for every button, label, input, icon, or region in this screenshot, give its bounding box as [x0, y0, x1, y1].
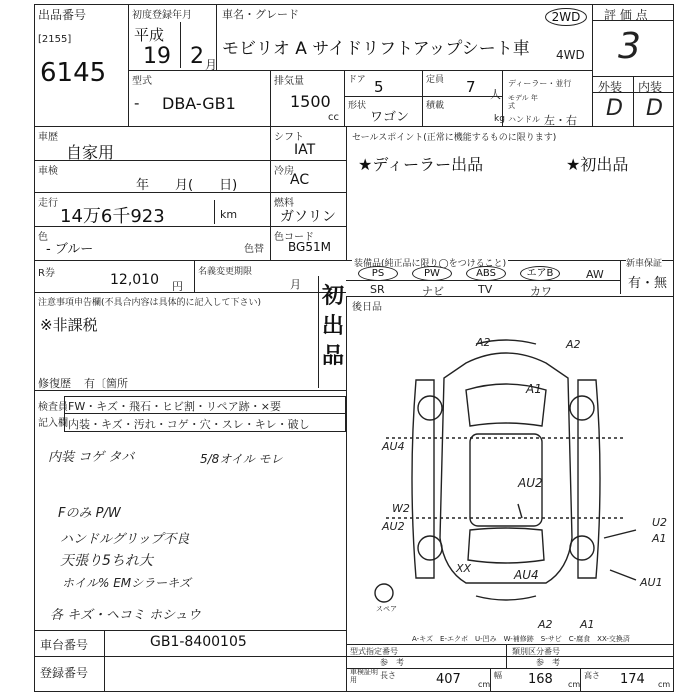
equip-abs: ABS — [466, 266, 506, 281]
new-warranty-label: 新車保証 — [626, 256, 662, 269]
divider — [580, 668, 581, 692]
mark-au4-rear: AU4 — [514, 568, 539, 582]
era: 平成 — [134, 26, 165, 44]
mileage-label: 走行 — [38, 198, 58, 209]
model-label: 車名・グレード — [222, 8, 299, 21]
drive-2wd: 2WD — [545, 8, 587, 26]
equip-pw: PW — [412, 266, 452, 281]
color-value: - ブルー — [46, 242, 94, 257]
divider — [128, 4, 129, 126]
load-label: 積載 — [426, 101, 445, 111]
sales-label: セールスポイント(正常に機能するものに限ります) — [352, 133, 557, 143]
car-damage-diagram — [346, 308, 674, 628]
equip-leather: カワ — [530, 285, 552, 298]
warranty-value: 有・無 — [628, 276, 668, 291]
hand-note-5: 天張り5ちれ大 — [60, 553, 153, 569]
exterior-label: 外装 — [598, 80, 623, 94]
hand-note-2: 5/8オイル モレ — [200, 452, 283, 466]
kg-unit: kg — [494, 114, 505, 124]
color-code-value: BG51M — [288, 240, 331, 254]
divider — [104, 630, 105, 692]
inspector-label-2: 記入欄 — [38, 418, 68, 429]
model-name: モビリオ A サイドリフトアップシート車 — [222, 39, 530, 59]
mark-a2-rear: A2 — [538, 618, 553, 631]
divider — [34, 126, 674, 127]
mark-au4-left: AU4 — [382, 440, 405, 453]
notes-value: ※非課税 — [40, 316, 98, 334]
equip-tv: TV — [478, 283, 493, 296]
mark-a1-hood: A1 — [526, 382, 542, 396]
drive-4wd: 4WD — [556, 48, 585, 62]
doors-label: ドア — [348, 75, 366, 85]
inspector-row-1: FW・キズ・飛石・ヒビ割・リペア跡・×要 — [68, 400, 281, 413]
fuel-label: 燃料 — [274, 198, 294, 209]
fuel-value: ガソリン — [280, 209, 336, 225]
divider — [346, 296, 674, 297]
divider — [318, 276, 319, 388]
mileage-value: 14万6千923 — [60, 206, 165, 227]
divider — [490, 668, 491, 692]
divider — [633, 76, 634, 126]
recycle-label: R券 — [38, 268, 55, 279]
length-label: 長さ — [380, 671, 396, 680]
divider — [270, 70, 271, 126]
divider — [346, 126, 347, 260]
divider — [34, 226, 270, 227]
hand-note-4: ハンドルグリップ不良 — [60, 532, 190, 547]
yen-unit: 円 — [172, 280, 183, 293]
usage-label: 車歴 — [38, 132, 58, 143]
mark-au2-left: AU2 — [382, 520, 405, 533]
type-prefix: - — [134, 94, 140, 112]
divider — [34, 390, 346, 391]
inspection-value: 年 月( 日) — [136, 178, 238, 193]
divider — [34, 292, 346, 293]
spare-label: スペア — [376, 605, 397, 613]
width-value: 168 — [528, 672, 553, 687]
shift-value: IAT — [294, 142, 316, 158]
inspection-label: 車検 — [38, 166, 58, 177]
handle-value: 左・右 — [544, 114, 577, 127]
divider — [34, 630, 346, 631]
km-unit: km — [220, 208, 238, 221]
equip-airbag: エアB — [520, 266, 560, 281]
reg-year: 19 — [143, 44, 171, 69]
mark-a2-front-left: A2 — [476, 336, 491, 349]
reg-number-label: 登録番号 — [40, 666, 89, 680]
divider — [502, 70, 503, 126]
divider — [346, 630, 347, 692]
ref-label-2: 参 考 — [536, 658, 560, 667]
ac-value: AC — [290, 172, 310, 188]
divider — [194, 260, 195, 292]
divider — [620, 260, 621, 294]
inspector-row-2: 内装・キズ・汚れ・コゲ・穴・スレ・キレ・破し — [68, 418, 310, 431]
inspector-label-1: 検査員 — [38, 402, 68, 413]
chassis-value: GB1-8400105 — [150, 634, 247, 650]
sales-point-1: ★ディーラー出品 — [358, 155, 484, 174]
person-unit: 人 — [490, 88, 501, 101]
length-value: 407 — [436, 672, 461, 687]
recolor-label: 色替 — [244, 244, 264, 255]
divider — [422, 96, 423, 126]
divider — [128, 70, 592, 71]
width-label: 幅 — [494, 671, 502, 680]
grade-label: 評 価 点 — [604, 8, 648, 22]
displacement-value: 1500 — [290, 92, 331, 111]
divider — [592, 4, 593, 126]
usage-value: 自家用 — [66, 143, 115, 162]
equip-navi: ナビ — [422, 285, 444, 298]
month-unit: 月 — [205, 58, 218, 72]
exterior-value: D — [606, 96, 623, 121]
divider — [346, 644, 674, 645]
model-year-label: モデル 年式 — [508, 94, 538, 110]
repair-label: 修復歴 — [38, 377, 71, 390]
divider — [344, 96, 502, 97]
reg-label: 初度登録年月 — [132, 10, 192, 21]
dealer-label: ディーラー・並行 — [508, 79, 572, 88]
expiry-month: 月 — [290, 278, 301, 291]
equip-sr: SR — [370, 283, 385, 296]
length-unit: cm — [478, 680, 491, 689]
divider — [270, 192, 346, 193]
equip-ps: PS — [358, 266, 398, 281]
interior-label: 内装 — [638, 80, 663, 94]
height-unit: cm — [658, 680, 671, 689]
mark-a2-front-right: A2 — [566, 338, 581, 351]
doors-value: 5 — [374, 78, 384, 96]
type-label: 型式 — [132, 76, 152, 87]
displacement-label: 排気量 — [274, 76, 304, 87]
divider — [270, 226, 346, 227]
hand-note-1: 内装 コゲ タバ — [48, 450, 135, 465]
height-label: 高さ — [584, 671, 600, 680]
divider — [506, 644, 507, 668]
shape-value: ワゴン — [370, 110, 410, 125]
grade-value: 3 — [618, 26, 641, 67]
cert-label: 車検証明用 — [350, 668, 378, 684]
divider — [592, 92, 674, 93]
sales-point-2: ★初出品 — [566, 155, 629, 174]
chassis-label: 車台番号 — [40, 638, 89, 652]
equipment-label: 装備品(純正品に限り◯をつけること) — [352, 256, 508, 269]
height-value: 174 — [620, 672, 645, 687]
handle-label: ハンドル — [508, 115, 540, 124]
lot-label: 出品番号 — [38, 8, 87, 22]
equip-aw: AW — [586, 268, 604, 281]
divider — [216, 4, 217, 70]
divider — [180, 22, 181, 68]
divider — [214, 200, 215, 224]
mark-xx: XX — [456, 562, 472, 575]
lot-sub: [2155] — [38, 34, 72, 45]
divider — [270, 160, 346, 161]
shift-label: シフト — [274, 132, 304, 143]
width-unit: cm — [568, 680, 581, 689]
ref-label-1: 参 考 — [380, 658, 404, 667]
hand-note-7: 各 キズ・ヘコミ ホシュウ — [50, 608, 201, 623]
divider — [270, 126, 271, 260]
damage-legend: A-キズ E-エクボ U-凹み W-補修跡 S-サビ C-腐食 XX-交換済 — [412, 635, 630, 643]
capacity-value: 7 — [466, 78, 476, 96]
mark-w2-left: W2 — [392, 502, 410, 515]
ac-label: 冷房 — [274, 166, 294, 177]
interior-value: D — [646, 96, 663, 121]
type-designation-label: 型式指定番号 — [350, 647, 398, 656]
repair-value: 有〔箇所 — [84, 377, 128, 390]
divider — [34, 160, 270, 161]
category-number-label: 類別区分番号 — [512, 647, 560, 656]
cc-unit: cc — [328, 112, 339, 123]
divider — [344, 70, 345, 126]
mark-u2-right: U2 — [652, 516, 668, 529]
shape-label: 形状 — [348, 101, 367, 111]
color-code-label: 色コード — [274, 232, 314, 243]
reg-month: 2 — [190, 44, 204, 69]
first-listing-stamp: 初出品 — [321, 284, 344, 369]
divider — [346, 668, 674, 669]
hand-note-6: ホイル% EMシラーキズ — [62, 576, 191, 590]
color-label: 色 — [38, 232, 48, 243]
mark-a1-right: A1 — [652, 532, 667, 545]
divider — [34, 192, 270, 193]
mark-au1-right: AU1 — [640, 576, 663, 589]
aftermarket-label: 後日品 — [352, 302, 382, 313]
notes-label: 注意事項申告欄(不具合内容は具体的に記入して下さい) — [38, 298, 262, 308]
hand-note-3: Fのみ P/W — [58, 506, 121, 521]
capacity-label: 定員 — [426, 75, 445, 85]
divider — [422, 70, 423, 96]
lot-number: 6145 — [40, 58, 107, 88]
expiry-label: 名義変更期限 — [198, 267, 253, 277]
mark-a1-rear: A1 — [580, 618, 595, 631]
type-value: DBA-GB1 — [162, 94, 236, 113]
divider — [592, 20, 674, 21]
recycle-value: 12,010 — [110, 272, 159, 288]
mark-au2-roof: AU2 — [518, 476, 543, 490]
